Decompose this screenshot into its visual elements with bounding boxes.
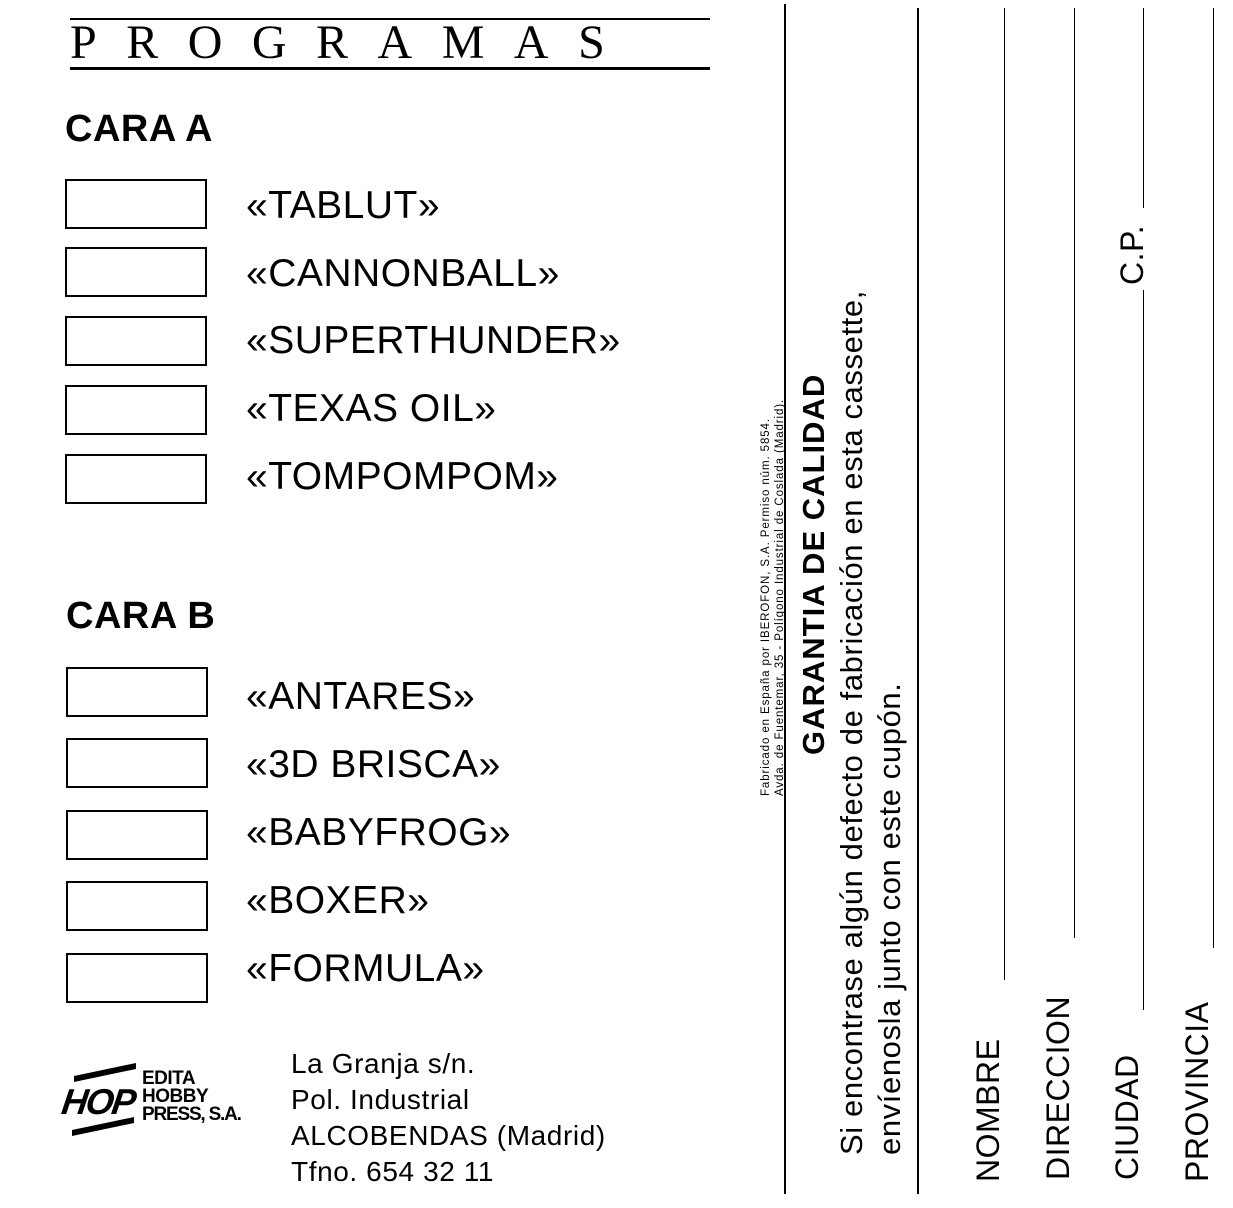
side-a-heading: CARA A [65, 108, 213, 150]
program-boxer: «BOXER» [246, 879, 430, 922]
publisher-logo-line-2: HOBBY [142, 1086, 209, 1107]
coupon-divider [917, 8, 919, 1194]
address-area: Pol. Industrial [291, 1084, 470, 1115]
program-cannonball: «CANNONBALL» [246, 252, 560, 295]
checkbox-babyfrog[interactable] [66, 810, 208, 860]
checkbox-antares[interactable] [66, 667, 208, 717]
program-antares: «ANTARES» [246, 675, 476, 718]
checkbox-formula[interactable] [66, 953, 208, 1003]
page-title: PROGRAMAS [70, 16, 635, 69]
publisher-logo-line-1: EDITA [142, 1068, 196, 1089]
field-line-direccion[interactable] [1074, 8, 1075, 938]
field-label-provincia: PROVINCIA [1179, 1001, 1215, 1182]
publisher-logo-mark: HOP [59, 1081, 137, 1122]
publisher-logo [59, 1060, 268, 1140]
field-label-ciudad: CIUDAD [1109, 1054, 1145, 1180]
manufacturer-line-2: Avda. de Fuentemar, 35 - Polígono Industrial de Coslada (Madrid). [774, 398, 786, 796]
address-city: ALCOBENDAS (Madrid) [291, 1120, 606, 1151]
program-3d-brisca: «3D BRISCA» [246, 743, 501, 786]
checkbox-texas-oil[interactable] [65, 385, 207, 435]
field-line-nombre[interactable] [1004, 8, 1005, 980]
checkbox-cannonball[interactable] [65, 247, 207, 297]
program-tompompom: «TOMPOMPOM» [246, 455, 559, 498]
checkbox-tompompom[interactable] [65, 454, 207, 504]
manufacturer-line-1: Fabricado en España por IBEROFON, S.A. Permiso núm. 5854. [760, 418, 772, 796]
program-babyfrog: «BABYFROG» [246, 811, 512, 854]
program-tablut: «TABLUT» [246, 184, 441, 227]
field-label-nombre: NOMBRE [970, 1038, 1006, 1182]
field-line-cp[interactable] [1143, 8, 1144, 208]
field-label-direccion: DIRECCION [1040, 995, 1076, 1180]
checkbox-tablut[interactable] [65, 179, 207, 229]
coupon-text-line-1: Si encontrase algún defecto de fabricación en esta cassette, [834, 290, 869, 1155]
program-texas-oil: «TEXAS OIL» [246, 387, 497, 430]
address-street: La Granja s/n. [291, 1048, 476, 1079]
address-phone: Tfno. 654 32 11 [291, 1156, 495, 1187]
field-line-ciudad[interactable] [1143, 290, 1144, 1010]
field-label-cp: C.P. [1114, 224, 1150, 285]
quality-guarantee-heading: GARANTIA DE CALIDAD [796, 373, 831, 755]
checkbox-superthunder[interactable] [65, 316, 207, 366]
program-superthunder: «SUPERTHUNDER» [246, 319, 621, 362]
coupon-text-line-2: envíenosla junto con este cupón. [872, 682, 907, 1155]
title-rule-bottom [70, 67, 710, 70]
publisher-logo-line-3: PRESS, S.A. [142, 1104, 241, 1125]
checkbox-3d-brisca[interactable] [66, 738, 208, 788]
checkbox-boxer[interactable] [66, 881, 208, 931]
field-line-provincia[interactable] [1213, 8, 1214, 948]
side-b-heading: CARA B [66, 595, 216, 637]
program-formula: «FORMULA» [246, 947, 485, 990]
